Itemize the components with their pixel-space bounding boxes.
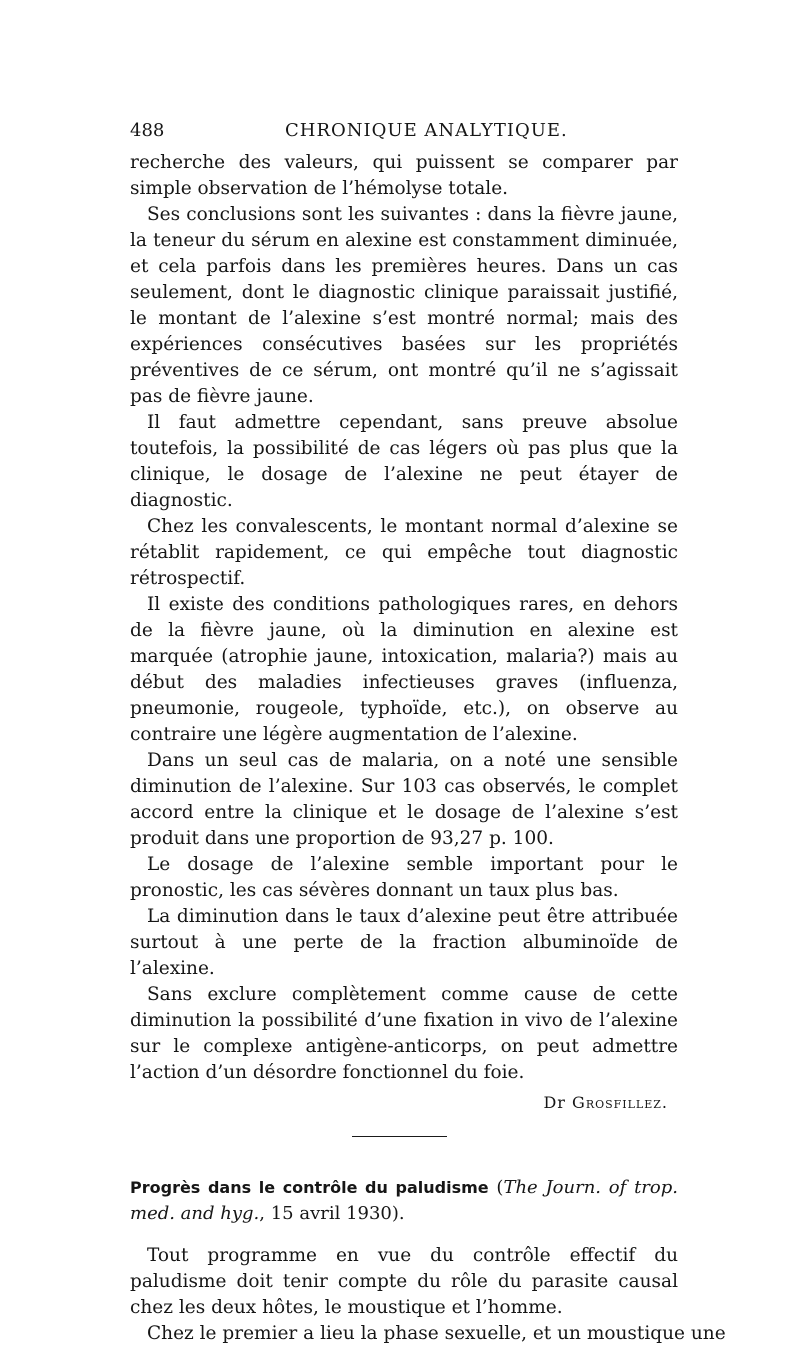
journal-name: The Journ. of trop. med. and hyg. — [130, 1177, 678, 1224]
page-header — [130, 120, 678, 150]
citation-date: , 15 avril 1930). — [259, 1203, 405, 1224]
paragraph: Chez le premier a lieu la phase sexuelle, et un moustique une — [147, 1323, 726, 1344]
review-body — [130, 150, 678, 1086]
paragraph: Il existe des conditions pathologiques rares, en dehors de la fièvre jaune, où la diminution en alexine est marquée (atrophie jaune, intoxication, malaria?) mais au début des maladies infectieuses graves (influenza, pneumonie, rougeole, typhoïde, etc.), on observe au contraire une légère augmentation de l’alexine. — [130, 594, 678, 745]
paragraph: Dans un seul cas de malaria, on a noté une sensible diminution de l’alexine. Sur 103 cas observés, le complet accord entre la clinique et le dosage de l’alexine s’est produit dans une proportion de 93,27 p. 100. — [130, 750, 678, 849]
page-number: 488 — [130, 120, 165, 141]
paragraph: La diminution dans le taux d’alexine peut être attribuée surtout à une perte de la fraction albuminoïde de l’alexine. — [130, 906, 678, 979]
article-title: Progrès dans le contrôle du paludisme — [130, 1178, 489, 1197]
article-body — [130, 1243, 726, 1347]
article-heading — [130, 1175, 678, 1229]
document-page — [130, 120, 726, 1347]
citation-open: ( — [488, 1177, 504, 1198]
paragraph: Sans exclure complètement comme cause de cette diminution la possibilité d’une fixation in vivo de l’alexine sur le complexe antigène-anticorps, on peut admettre l’action d’un désordre fonctionnel du foie. — [130, 984, 678, 1083]
author-signature — [130, 1090, 678, 1116]
paragraph: Chez les convalescents, le montant normal d’alexine se rétablit rapidement, ce qui empêche tout diagnostic rétrospectif. — [130, 516, 678, 589]
paragraph: Ses conclusions sont les suivantes : dans la fièvre jaune, la teneur du sérum en alexine est constamment diminuée, et cela parfois dans les premières heures. Dans un cas seulement, dont le diagnostic clinique paraissait justifié, le montant de l’alexine s’est montré normal; mais des expériences consécutives basées sur les propriétés préventives de ce sérum, ont montré qu’il ne s’agissait pas de fièvre jaune. — [130, 204, 678, 407]
paragraph: recherche des valeurs, qui puissent se comparer par simple observation de l’hémolyse totale. — [130, 152, 678, 199]
section-divider — [352, 1136, 447, 1137]
running-title: CHRONIQUE ANALYTIQUE. — [285, 120, 568, 141]
signature-name: Grosfillez. — [572, 1093, 668, 1112]
signature-prefix: Dr — [543, 1093, 566, 1112]
paragraph: Le dosage de l’alexine semble important pour le pronostic, les cas sévères donnant un taux plus bas. — [130, 854, 678, 901]
paragraph: Tout programme en vue du contrôle effectif du paludisme doit tenir compte du rôle du parasite causal chez les deux hôtes, le moustique et l’homme. — [130, 1245, 678, 1318]
paragraph: Il faut admettre cependant, sans preuve absolue toutefois, la possibilité de cas légers où pas plus que la clinique, le dosage de l’alexine ne peut étayer de diagnostic. — [130, 412, 678, 511]
